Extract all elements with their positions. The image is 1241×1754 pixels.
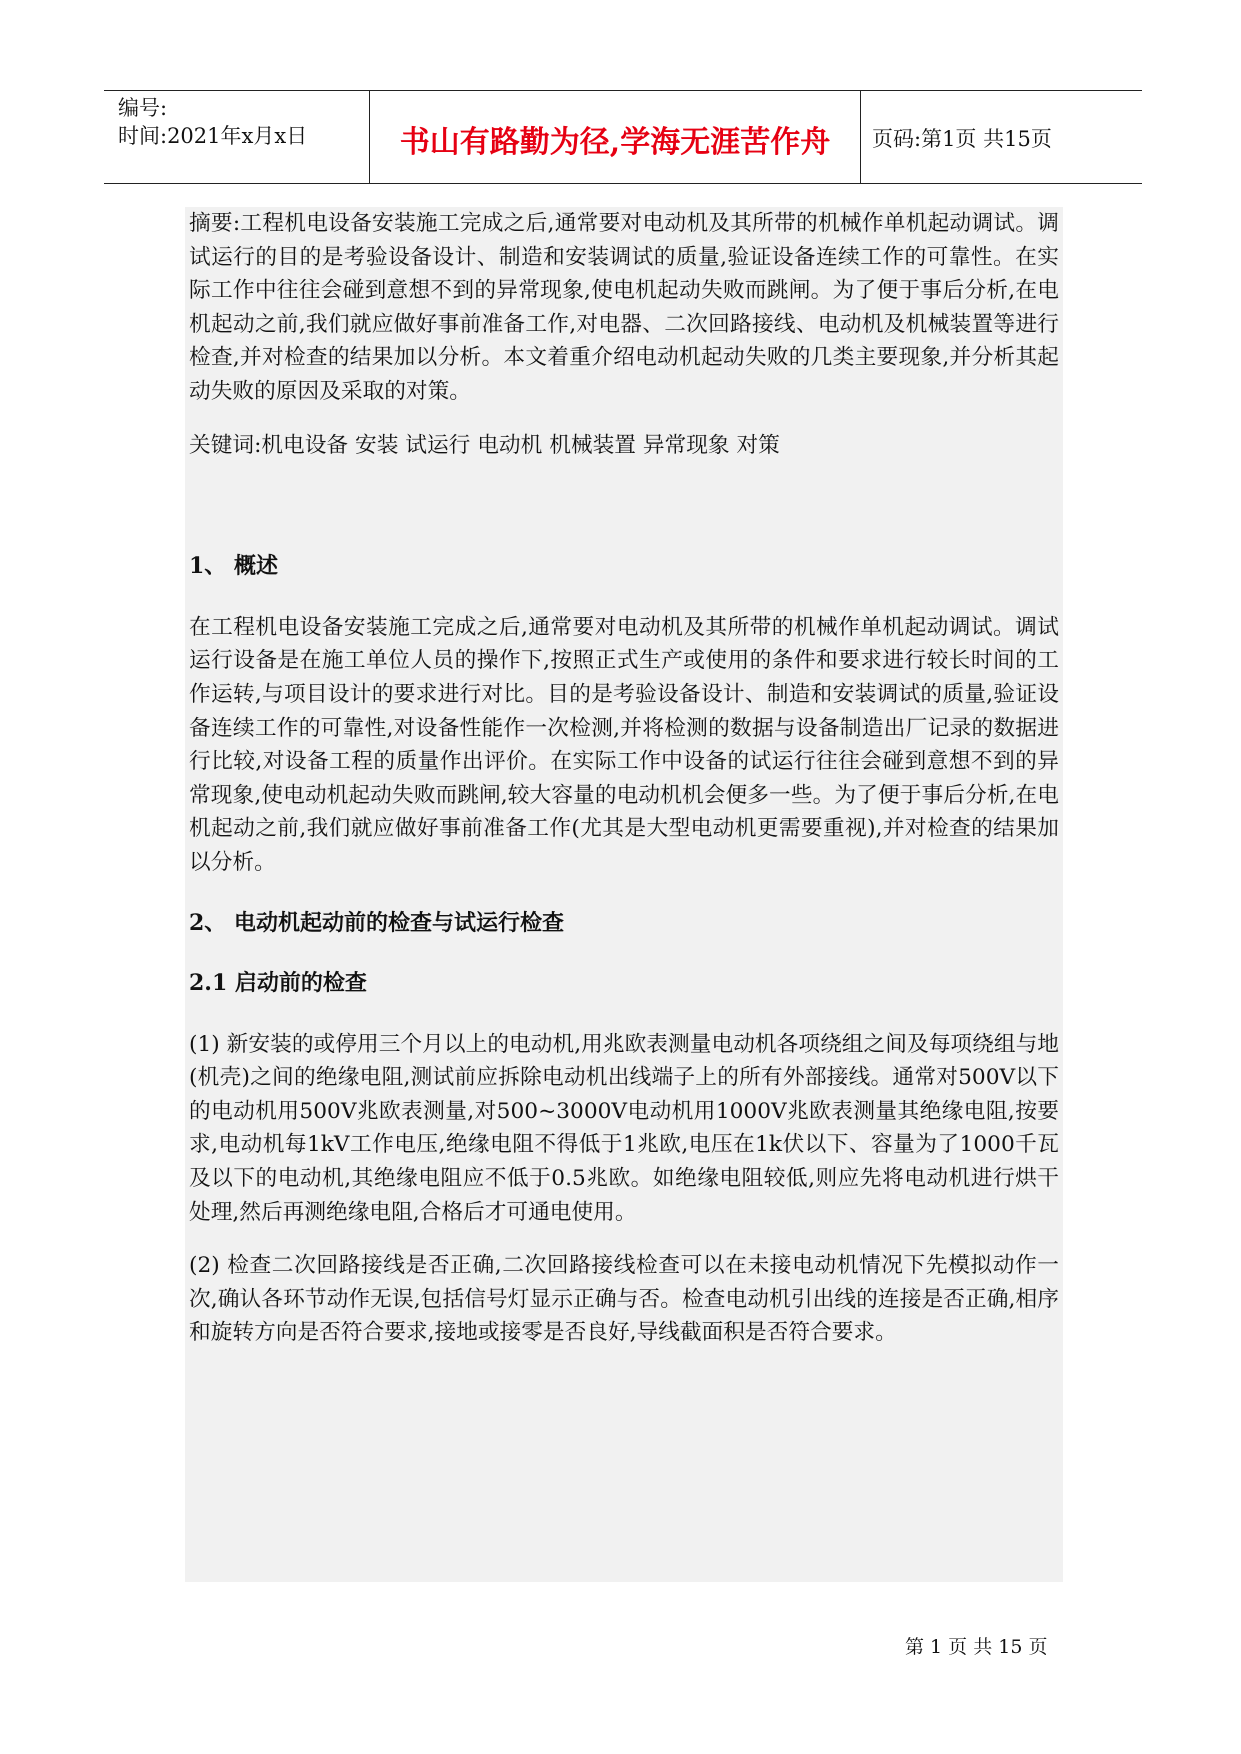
header-meta [118, 94, 366, 150]
section-2-1-heading: 2.1 启动前的检查 [189, 970, 367, 997]
document-body [185, 207, 1063, 1582]
serial-label: 编号: [118, 96, 168, 120]
time-label: 时间:2021年x月x日 [118, 124, 308, 148]
section-2-heading: 2、 电动机起动前的检查与试运行检查 [189, 909, 564, 936]
section-1-heading: 1、 概述 [189, 553, 278, 580]
item-1-paragraph: (1) 新安装的或停用三个月以上的电动机,用兆欧表测量电动机各项绕组之间及每项绕组与地(机壳)之间的绝缘电阻,测试前应拆除电动机出线端子上的所有外部接线。通常对500V以下的电动机用500V兆欧表测量,对500~3000V电动机用1000V兆欧表测量其绝缘电阻,按要求,电动机每1kV工作电压,绝缘电阻不得低于1兆欧,电压在1k伏以下、容量为了1000千瓦及以下的电动机,其绝缘电阻应不低于0.5兆欧。如绝缘电阻较低,则应先将电动机进行烘干处理,然后再测绝缘电阻,合格后才可通电使用。 [189, 1031, 1059, 1225]
keywords-line: 关键词:机电设备 安装 试运行 电动机 机械装置 异常现象 对策 [189, 432, 780, 458]
section-1-paragraph: 在工程机电设备安装施工完成之后,通常要对电动机及其所带的机械作单机起动调试。调试运行设备是在施工单位人员的操作下,按照正式生产或使用的条件和要求进行较长时间的工作运转,与项目设计的要求进行对比。目的是考验设备设计、制造和安装调试的质量,验证设备连续工作的可靠性,对设备性能作一次检测,并将检测的数据与设备制造出厂记录的数据进行比较,对设备工程的质量作出评价。在实际工作中设备的试运行往往会碰到意想不到的异常现象,使电动机起动失败而跳闸,较大容量的电动机机会便多一些。为了便于事后分析,在电机起动之前,我们就应做好事前准备工作(尤其是大型电动机更需要重视),并对检查的结果加以分析。 [189, 614, 1059, 875]
abstract-paragraph: 摘要:工程机电设备安装施工完成之后,通常要对电动机及其所带的机械作单机起动调试。调试运行的目的是考验设备设计、制造和安装调试的质量,验证设备连续工作的可靠性。在实际工作中往往会碰到意想不到的异常现象,使电机起动失败而跳闸。为了便于事后分析,在电机起动之前,我们就应做好事前准备工作,对电器、二次回路接线、电动机及机械装置等进行检查,并对检查的结果加以分析。本文着重介绍电动机起动失败的几类主要现象,并分析其起动失败的原因及采取的对策。 [189, 211, 1059, 404]
header-page-info: 页码:第1页 共15页 [872, 127, 1052, 151]
header-divider [860, 91, 861, 183]
page-header [104, 90, 1142, 184]
page-footer: 第 1 页 共 15 页 [905, 1636, 1048, 1658]
item-2-paragraph: (2) 检查二次回路接线是否正确,二次回路接线检查可以在未接电动机情况下先模拟动作一次,确认各环节动作无误,包括信号灯显示正确与否。检查电动机引出线的连接是否正确,相序和旋转方向是否符合要求,接地或接零是否良好,导线截面积是否符合要求。 [189, 1253, 1059, 1346]
header-slogan: 书山有路勤为径,学海无涯苦作舟 [399, 125, 831, 160]
